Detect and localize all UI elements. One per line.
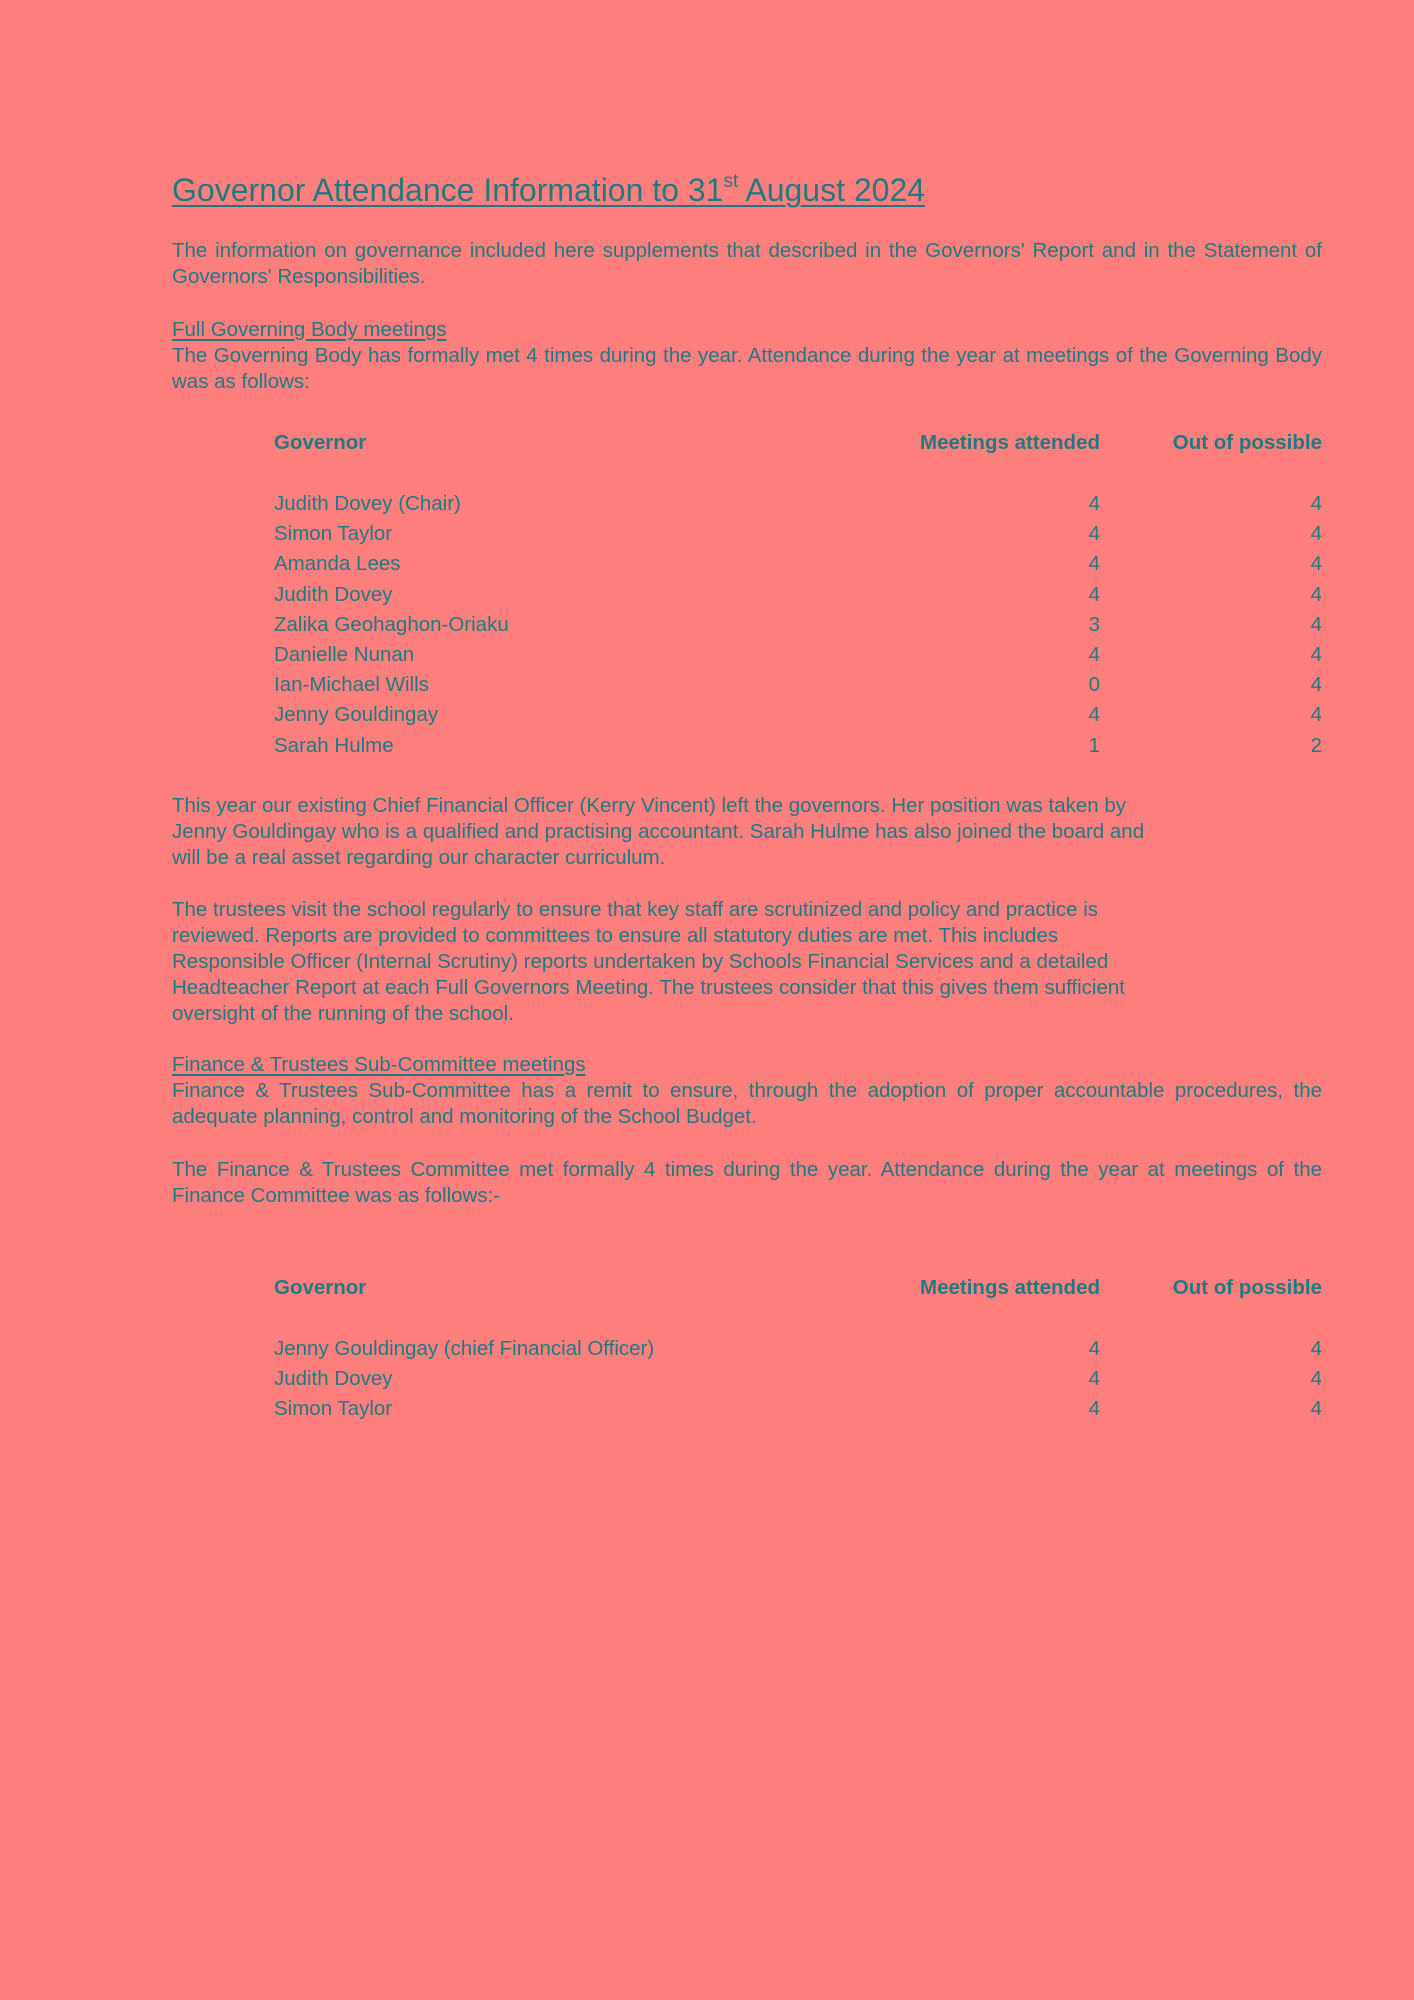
- column-header-governor: Governor: [274, 1276, 367, 1299]
- governor-name-cell: Sarah Hulme: [274, 733, 394, 757]
- meetings-attended-cell: 4: [1088, 1337, 1100, 1360]
- trustees-line: reviewed. Reports are provided to committees to ensure all statutory duties are met. This includes: [172, 924, 1059, 947]
- meetings-attended-cell: 4: [1088, 1367, 1100, 1391]
- finance-met-paragraph: The Finance & Trustees Committee met formally 4 times during the year. Attendance during the year at meetings of the Finance Committee was as follows:-: [172, 1158, 1322, 1207]
- title-suffix: August 2024: [738, 172, 926, 208]
- meetings-attended-cell: 4: [1088, 642, 1100, 666]
- table-row: [274, 1397, 1322, 1427]
- table-header: [274, 431, 1322, 461]
- out-of-possible-cell: 4: [1310, 612, 1322, 636]
- out-of-possible-cell: 4: [1310, 492, 1322, 515]
- out-of-possible-cell: 4: [1310, 582, 1322, 606]
- out-of-possible-cell: 4: [1310, 552, 1322, 576]
- finance-heading: Finance & Trustees Sub-Committee meetings: [172, 1053, 586, 1076]
- governor-name-cell: Simon Taylor: [274, 1397, 393, 1421]
- table-row: [274, 1367, 1322, 1397]
- title-prefix: Governor Attendance Information to 31: [172, 172, 724, 208]
- trustees-paragraph: [172, 897, 1272, 1027]
- finance-attendance-table: [274, 1276, 1322, 1428]
- table-row: [274, 673, 1322, 703]
- meetings-attended-cell: 4: [1088, 582, 1100, 606]
- table-row: [274, 522, 1322, 552]
- governor-name-cell: Amanda Lees: [274, 552, 401, 576]
- out-of-possible-cell: 4: [1310, 1337, 1322, 1360]
- table-body: [274, 492, 1322, 764]
- out-of-possible-cell: 4: [1310, 1367, 1322, 1391]
- trustees-line: Headteacher Report at each Full Governors Meeting. The trustees consider that this gives them sufficient: [172, 976, 1125, 999]
- full-body-attendance-table: [274, 431, 1322, 764]
- out-of-possible-cell: 4: [1310, 522, 1322, 546]
- column-header-governor: Governor: [274, 431, 367, 454]
- out-of-possible-cell: 4: [1310, 703, 1322, 727]
- table-header: [274, 1276, 1322, 1306]
- governor-name-cell: Judith Dovey (Chair): [274, 492, 461, 515]
- column-header-possible: Out of possible: [1172, 1276, 1322, 1299]
- table-body: [274, 1337, 1322, 1428]
- out-of-possible-cell: 2: [1310, 733, 1322, 757]
- meetings-attended-cell: 1: [1088, 733, 1100, 757]
- cfo-line: Jenny Gouldingay who is a qualified and practising accountant. Sarah Hulme has also joined the board and: [172, 820, 1145, 843]
- column-header-attended: Meetings attended: [920, 1276, 1100, 1299]
- table-row: [274, 734, 1322, 764]
- finance-remit-paragraph: Finance & Trustees Sub-Committee has a remit to ensure, through the adoption of proper accountable procedures, the adequate planning, control and monitoring of the School Budget.: [172, 1079, 1322, 1128]
- governor-name-cell: Jenny Gouldingay: [274, 703, 439, 727]
- table-row: [274, 552, 1322, 582]
- meetings-attended-cell: 4: [1088, 1397, 1100, 1421]
- governor-name-cell: Zalika Geohaghon-Oriaku: [274, 612, 509, 636]
- governor-name-cell: Simon Taylor: [274, 522, 393, 546]
- cfo-line: will be a real asset regarding our character curriculum.: [172, 846, 666, 869]
- intro-paragraph: The information on governance included here supplements that described in the Governors' Report and in the Statement of Governors' Responsibilities.: [172, 239, 1322, 288]
- governor-name-cell: Ian-Michael Wills: [274, 673, 429, 697]
- full-body-paragraph: The Governing Body has formally met 4 times during the year. Attendance during the year at meetings of the Governing Body was as follows:: [172, 344, 1322, 393]
- governor-name-cell: Jenny Gouldingay (chief Financial Officer): [274, 1337, 655, 1360]
- table-row: [274, 583, 1322, 613]
- cfo-line: This year our existing Chief Financial Officer (Kerry Vincent) left the governors. Her position was taken by: [172, 794, 1127, 817]
- cfo-paragraph: [172, 793, 1272, 871]
- meetings-attended-cell: 4: [1088, 522, 1100, 546]
- meetings-attended-cell: 4: [1088, 492, 1100, 515]
- trustees-line: Responsible Officer (Internal Scrutiny) reports undertaken by Schools Financial Services and a detailed: [172, 950, 1109, 973]
- out-of-possible-cell: 4: [1310, 1397, 1322, 1421]
- table-row: [274, 492, 1322, 522]
- meetings-attended-cell: 0: [1088, 673, 1100, 697]
- trustees-line: The trustees visit the school regularly to ensure that key staff are scrutinized and policy and practice is: [172, 898, 1099, 921]
- meetings-attended-cell: 4: [1088, 703, 1100, 727]
- trustees-line: oversight of the running of the school.: [172, 1002, 514, 1025]
- governor-name-cell: Judith Dovey: [274, 1367, 393, 1391]
- table-row: [274, 643, 1322, 673]
- out-of-possible-cell: 4: [1310, 673, 1322, 697]
- title-superscript: st: [723, 171, 739, 192]
- governor-name-cell: Judith Dovey: [274, 582, 393, 606]
- column-header-possible: Out of possible: [1172, 431, 1322, 454]
- column-header-attended: Meetings attended: [920, 431, 1100, 454]
- governor-name-cell: Danielle Nunan: [274, 642, 415, 666]
- table-row: [274, 1337, 1322, 1367]
- page-title: [172, 170, 925, 210]
- meetings-attended-cell: 3: [1088, 612, 1100, 636]
- table-row: [274, 613, 1322, 643]
- meetings-attended-cell: 4: [1088, 552, 1100, 576]
- out-of-possible-cell: 4: [1310, 642, 1322, 666]
- table-row: [274, 703, 1322, 733]
- full-body-heading: Full Governing Body meetings: [172, 318, 447, 341]
